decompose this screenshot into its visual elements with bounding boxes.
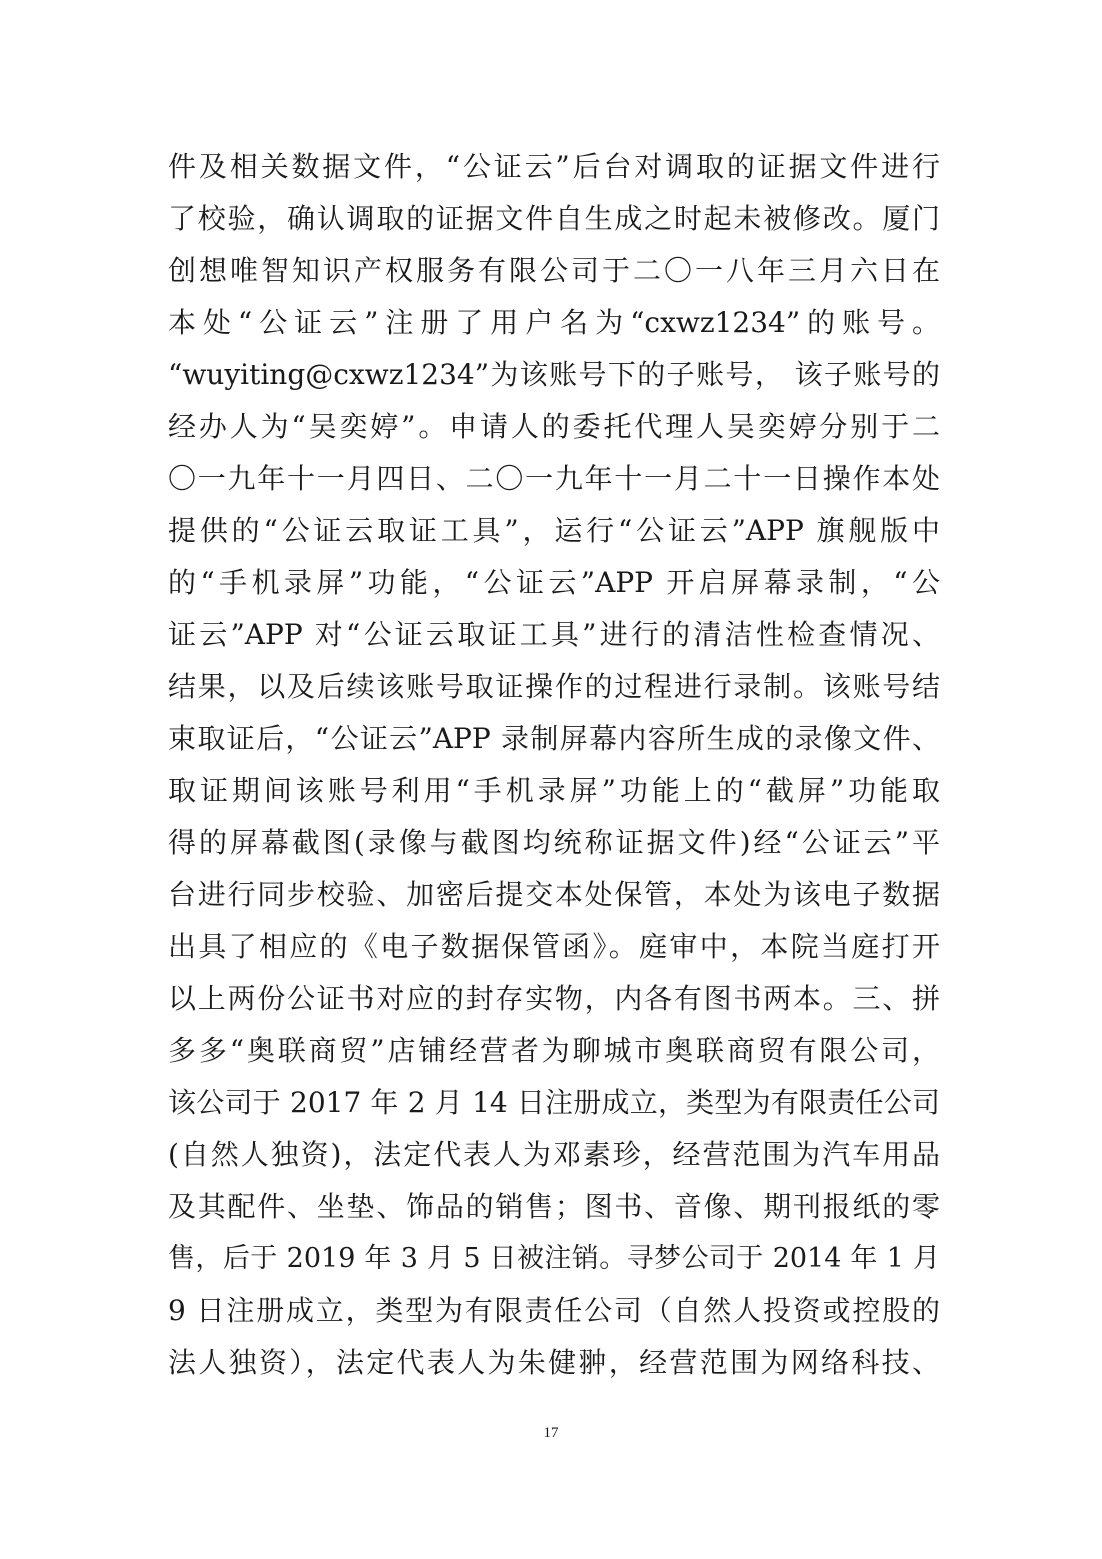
text-line: 9 日注册成立，类型为有限责任公司（自然人投资或控股的 [168,1294,940,1327]
text-line: (自然人独资)，法定代表人为邓素珍，经营范围为汽车用品 [168,1138,940,1171]
text-line: 以上两份公证书对应的封存实物，内各有图书两本。三、拼 [168,982,940,1015]
text-line: 及其配件、坐垫、饰品的销售；图书、音像、期刊报纸的零 [168,1190,940,1223]
text-line: 束取证后，“公证云”APP 录制屏幕内容所生成的录像文件、 [168,722,940,755]
text-line: 该公司于 2017 年 2 月 14 日注册成立，类型为有限责任公司 [168,1086,940,1119]
page-number: 17 [543,1425,559,1441]
text-line: 取证期间该账号利用“手机录屏”功能上的“截屏”功能取 [168,774,940,807]
text-line: 提供的“公证云取证工具”，运行“公证云”APP 旗舰版中 [168,514,940,547]
text-line: 售，后于 2019 年 3 月 5 日被注销。寻梦公司于 2014 年 1 月 [168,1243,940,1274]
text-line: “wuyiting@cxwz1234”为该账号下的子账号， 该子账号的 [168,358,940,391]
text-line: 的“手机录屏”功能，“公证云”APP 开启屏幕录制，“公 [168,566,940,599]
text-line: 创想唯智知识产权服务有限公司于二〇一八年三月六日在 [168,254,940,287]
text-line: 法人独资），法定代表人为朱健翀，经营范围为网络科技、 [168,1346,940,1379]
text-line: 件及相关数据文件，“公证云”后台对调取的证据文件进行 [168,150,940,183]
text-line: 台进行同步校验、加密后提交本处保管，本处为该电子数据 [168,878,940,911]
text-line: 经办人为“吴奕婷”。申请人的委托代理人吴奕婷分别于二 [168,410,940,443]
text-line: 了校验，确认调取的证据文件自生成之时起未被修改。厦门 [168,202,940,235]
text-line: 得的屏幕截图(录像与截图均统称证据文件)经“公证云”平 [168,826,940,859]
text-line: 结果，以及后续该账号取证操作的过程进行录制。该账号结 [168,670,940,703]
text-line: 多多“奥联商贸”店铺经营者为聊城市奥联商贸有限公司， [168,1034,940,1067]
body-text [168,141,940,1389]
text-line: 出具了相应的《电子数据保管函》。庭审中，本院当庭打开 [168,930,940,963]
text-line: 证云”APP 对“公证云取证工具”进行的清洁性检查情况、 [168,618,940,651]
text-line: 〇一九年十一月四日、二〇一九年十一月二十一日操作本处 [168,462,940,495]
text-line: 本处“公证云”注册了用户名为“cxwz1234”的账号。 [168,306,940,339]
